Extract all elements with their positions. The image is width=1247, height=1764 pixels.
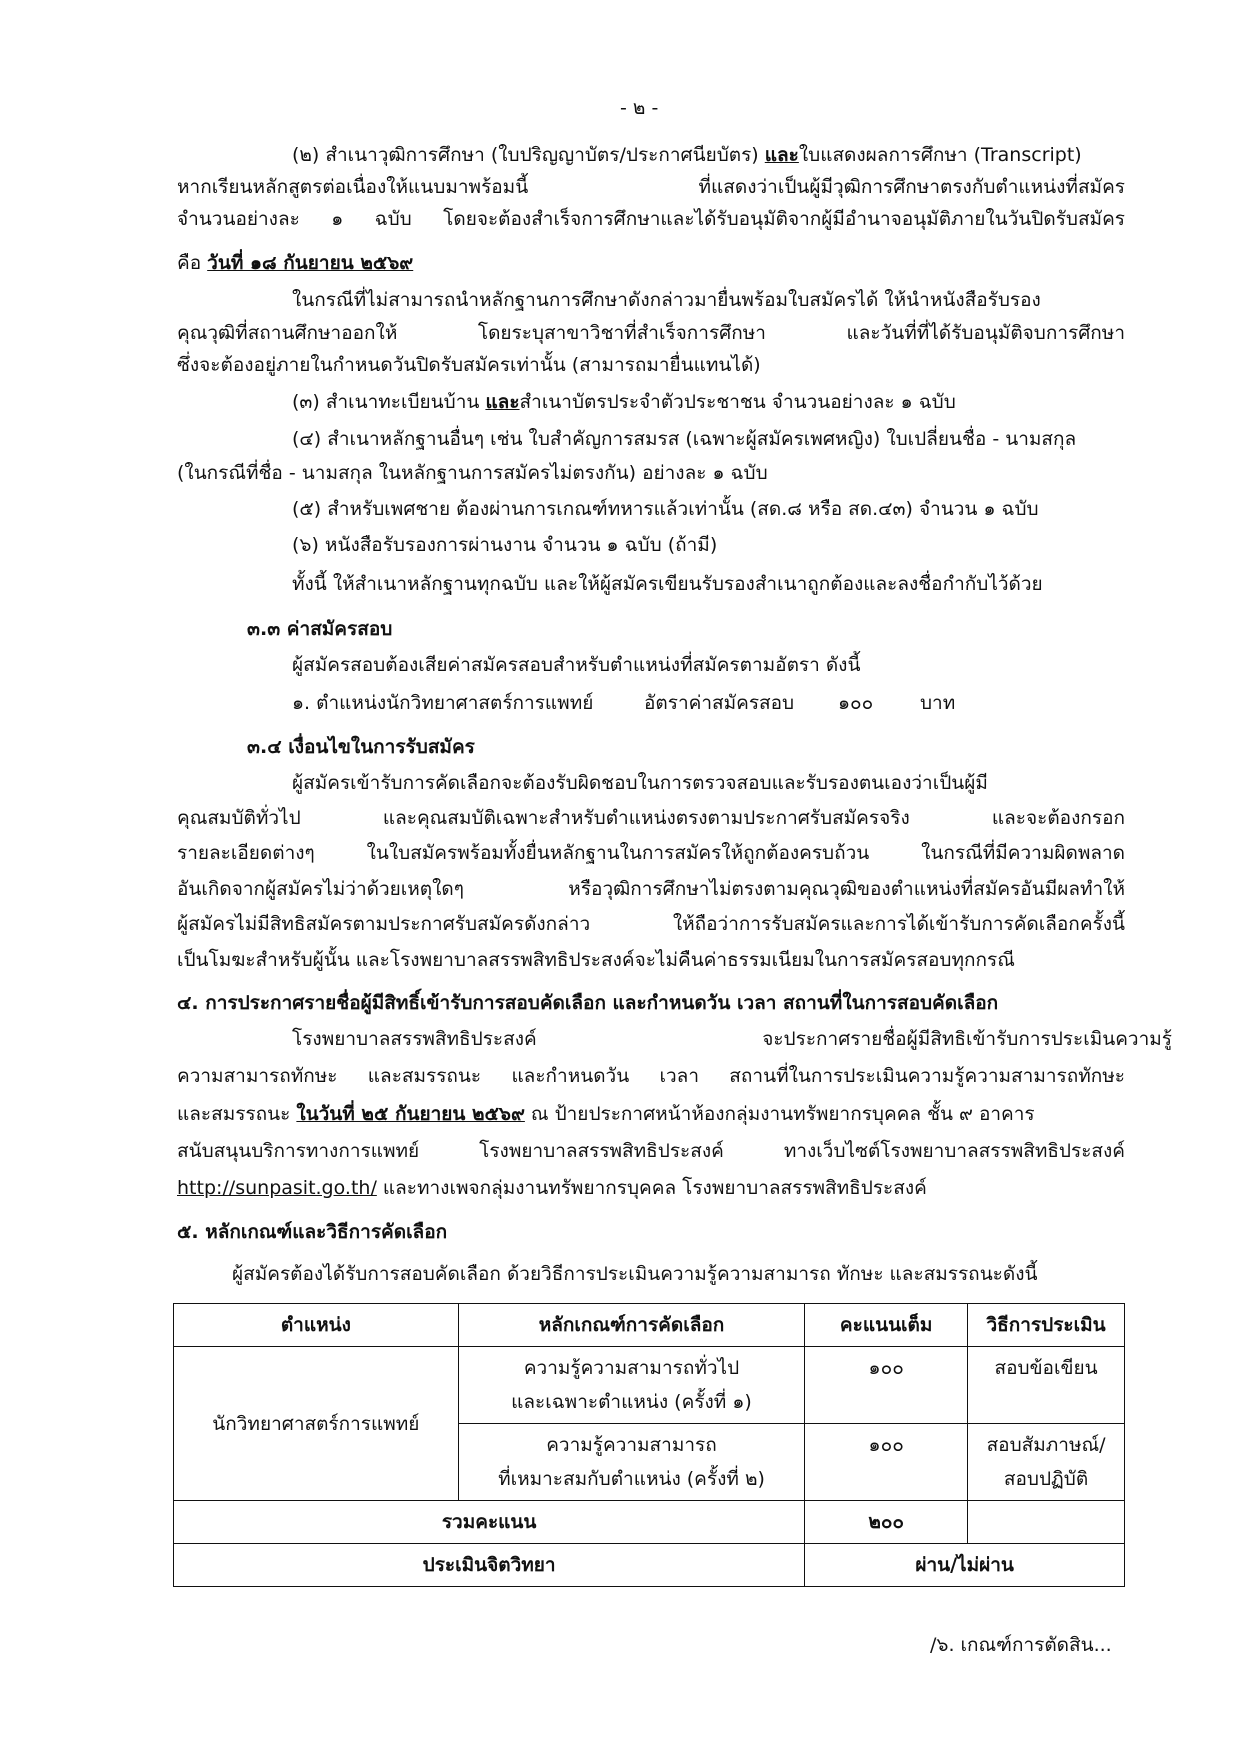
section-4-line-5: http://sunpasit.go.th/ และทางเพจกลุ่มงานทรัพยากรบุคคล โรงพยาบาลสรรพสิทธิประสงค์ (177, 1177, 927, 1199)
item-5: (๕) สำหรับเพศชาย ต้องผ่านการเกณฑ์ทหารแล้วเท่านั้น (สด.๘ หรือ สด.๔๓) จำนวน ๑ ฉบับ (292, 498, 1039, 520)
psych-result: ผ่าน/ไม่ผ่าน (805, 1544, 1125, 1587)
section-4-line-4: สนับสนุนบริการทางการแพทย์ โรงพยาบาลสรรพสิทธิประสงค์ ทางเว็บไซต์โรงพยาบาลสรรพสิทธิประสงค์ (177, 1140, 1125, 1162)
total-row (174, 1501, 1125, 1544)
section-4-heading: ๔. การประกาศรายชื่อผู้มีสิทธิ์เข้ารับการสอบคัดเลือก และกำหนดวัน เวลา สถานที่ในการสอบคัดเลือก (177, 992, 999, 1014)
note-line-3: ซึ่งจะต้องอยู่ภายในกำหนดวันปิดรับสมัครเท่านั้น (สามารถมายื่นแทนได้) (177, 354, 761, 376)
item-2-line-4: คือ วันที่ ๑๘ กันยายน ๒๕๖๙ (177, 252, 414, 274)
section-3-4-line-1: ผู้สมัครเข้ารับการคัดเลือกจะต้องรับผิดชอบในการตรวจสอบและรับรองตนเองว่าเป็นผู้มี (292, 772, 988, 794)
header-method: วิธีการประเมิน (968, 1304, 1125, 1347)
section-3-3-heading: ๓.๓ ค่าสมัครสอบ (247, 618, 393, 640)
section-3-3-intro: ผู้สมัครสอบต้องเสียค่าสมัครสอบสำหรับตำแหน่งที่สมัครตามอัตรา ดังนี้ (292, 654, 861, 676)
note-line-1: ในกรณีที่ไม่สามารถนำหลักฐานการศึกษาดังกล่าวมายื่นพร้อมใบสมัครได้ ให้นำหนังสือรับรอง (292, 289, 1041, 311)
total-score: ๒๐๐ (805, 1501, 968, 1544)
section-5-heading: ๕. หลักเกณฑ์และวิธีการคัดเลือก (177, 1221, 448, 1243)
item-2-and: และ (764, 144, 799, 166)
table-row (174, 1347, 1125, 1424)
item-2-line-2: หากเรียนหลักสูตรต่อเนื่องให้แนบมาพร้อมนี้ ที่แสดงว่าเป็นผู้มีวุฒิการศึกษาตรงกับตำแหน่งที่สมัคร (177, 176, 1125, 198)
section-3-4-line-3: รายละเอียดต่างๆ ในใบสมัครพร้อมทั้งยื่นหลักฐานในการสมัครให้ถูกต้องครบถ้วน ในกรณีที่มีความผิดพลาด (177, 842, 1125, 864)
selection-criteria-table (173, 1303, 1125, 1587)
position-cell: นักวิทยาศาสตร์การแพทย์ (174, 1347, 459, 1501)
certify-note: ทั้งนี้ ให้สำเนาหลักฐานทุกฉบับ และให้ผู้สมัครเขียนรับรองสำเนาถูกต้องและลงชื่อกำกับไว้ด้วย (292, 573, 1043, 595)
method-cell: สอบข้อเขียน (968, 1347, 1125, 1424)
announce-date: ในวันที่ ๒๕ กันยายน ๒๕๖๙ (296, 1103, 525, 1125)
item-3-and: และ (485, 391, 520, 413)
item-4-line-1: (๔) สำเนาหลักฐานอื่นๆ เช่น ใบสำคัญการสมรส (เฉพาะผู้สมัครเพศหญิง) ใบเปลี่ยนชื่อ - นามสกุล (292, 428, 1077, 450)
psych-label: ประเมินจิตวิทยา (174, 1544, 805, 1587)
method-cell: สอบสัมภาษณ์/ สอบปฏิบัติ (968, 1424, 1125, 1501)
website-link[interactable]: http://sunpasit.go.th/ (177, 1177, 377, 1199)
fee-label: อัตราค่าสมัครสอบ (644, 692, 795, 714)
criteria-cell: ความรู้ความสามารถ ที่เหมาะสมกับตำแหน่ง (ครั้งที่ ๒) (458, 1424, 805, 1501)
item-4-line-2: (ในกรณีที่ชื่อ - นามสกุล ในหลักฐานการสมัครไม่ตรงกัน) อย่างละ ๑ ฉบับ (177, 462, 768, 484)
psych-row (174, 1544, 1125, 1587)
section-3-4-heading: ๓.๔ เงื่อนไขในการรับสมัคร (247, 736, 475, 758)
fee-unit: บาท (920, 692, 956, 714)
section-5-intro: ผู้สมัครต้องได้รับการสอบคัดเลือก ด้วยวิธีการประเมินความรู้ความสามารถ ทักษะ และสมรรถนะดังนี้ (232, 1263, 1038, 1285)
section-4-line-1: โรงพยาบาลสรรพสิทธิประสงค์ จะประกาศรายชื่อผู้มีสิทธิเข้ารับการประเมินความรู้ (292, 1028, 1172, 1050)
section-4-line-3: และสมรรถนะ ในวันที่ ๒๕ กันยายน ๒๕๖๙ ณ ป้ายประกาศหน้าห้องกลุ่มงานทรัพยากรบุคคล ชั้น ๙ อาคาร (177, 1103, 1035, 1125)
score-cell: ๑๐๐ (805, 1424, 968, 1501)
section-4-line-2: ความสามารถทักษะ และสมรรถนะ และกำหนดวัน เวลา สถานที่ในการประเมินความรู้ความสามารถทักษะ (177, 1065, 1125, 1087)
note-line-2: คุณวุฒิที่สถานศึกษาออกให้ โดยระบุสาขาวิชาที่สำเร็จการศึกษา และวันที่ที่ได้รับอนุมัติจบการศึกษา (177, 322, 1125, 344)
section-3-4-line-5: ผู้สมัครไม่มีสิทธิสมัครตามประกาศรับสมัครดังกล่าว ให้ถือว่าการรับสมัครและการได้เข้ารับการคัดเลือกครั้งนี้ (177, 913, 1125, 935)
section-3-4-line-2: คุณสมบัติทั่วไป และคุณสมบัติเฉพาะสำหรับตำแหน่งตรงตามประกาศรับสมัครจริง และจะต้องกรอก (177, 807, 1125, 829)
criteria-cell: ความรู้ความสามารถทั่วไป และเฉพาะตำแหน่ง (ครั้งที่ ๑) (458, 1347, 805, 1424)
item-2-line-1: (๒) สำเนาวุฒิการศึกษา (ใบปริญญาบัตร/ประกาศนียบัตร) และใบแสดงผลการศึกษา (Transcript) (292, 144, 1082, 166)
total-label: รวมคะแนน (174, 1501, 805, 1544)
item-3: (๓) สำเนาทะเบียนบ้าน และสำเนาบัตรประจำตัวประชาชน จำนวนอย่างละ ๑ ฉบับ (292, 391, 956, 413)
item-6: (๖) หนังสือรับรองการผ่านงาน จำนวน ๑ ฉบับ (ถ้ามี) (292, 534, 718, 556)
score-cell: ๑๐๐ (805, 1347, 968, 1424)
header-criteria: หลักเกณฑ์การคัดเลือก (458, 1304, 805, 1347)
fee-amount: ๑๐๐ (838, 692, 874, 714)
header-full-score: คะแนนเต็ม (805, 1304, 968, 1347)
item-2-line-3: จำนวนอย่างละ ๑ ฉบับ โดยจะต้องสำเร็จการศึกษาและได้รับอนุมัติจากผู้มีอำนาจอนุมัติภายในวันปิดรับสมัคร (177, 208, 1125, 230)
page-number: - ๒ - (620, 97, 659, 119)
total-empty-cell (968, 1501, 1125, 1544)
next-page-continuation: /๖. เกณฑ์การตัดสิน... (930, 1634, 1112, 1656)
section-3-4-line-6: เป็นโมฆะสำหรับผู้นั้น และโรงพยาบาลสรรพสิทธิประสงค์จะไม่คืนค่าธรรมเนียมในการสมัครสอบทุกกรณี (177, 949, 1015, 971)
table-header-row (174, 1304, 1125, 1347)
section-3-4-line-4: อันเกิดจากผู้สมัครไม่ว่าด้วยเหตุใดๆ หรือวุฒิการศึกษาไม่ตรงตามคุณวุฒิของตำแหน่งที่สมัครอันมีผลทำให้ (177, 878, 1125, 900)
fee-position: ๑. ตำแหน่งนักวิทยาศาสตร์การแพทย์ (292, 692, 594, 714)
header-position: ตำแหน่ง (174, 1304, 459, 1347)
closing-date: วันที่ ๑๘ กันยายน ๒๕๖๙ (207, 252, 414, 274)
